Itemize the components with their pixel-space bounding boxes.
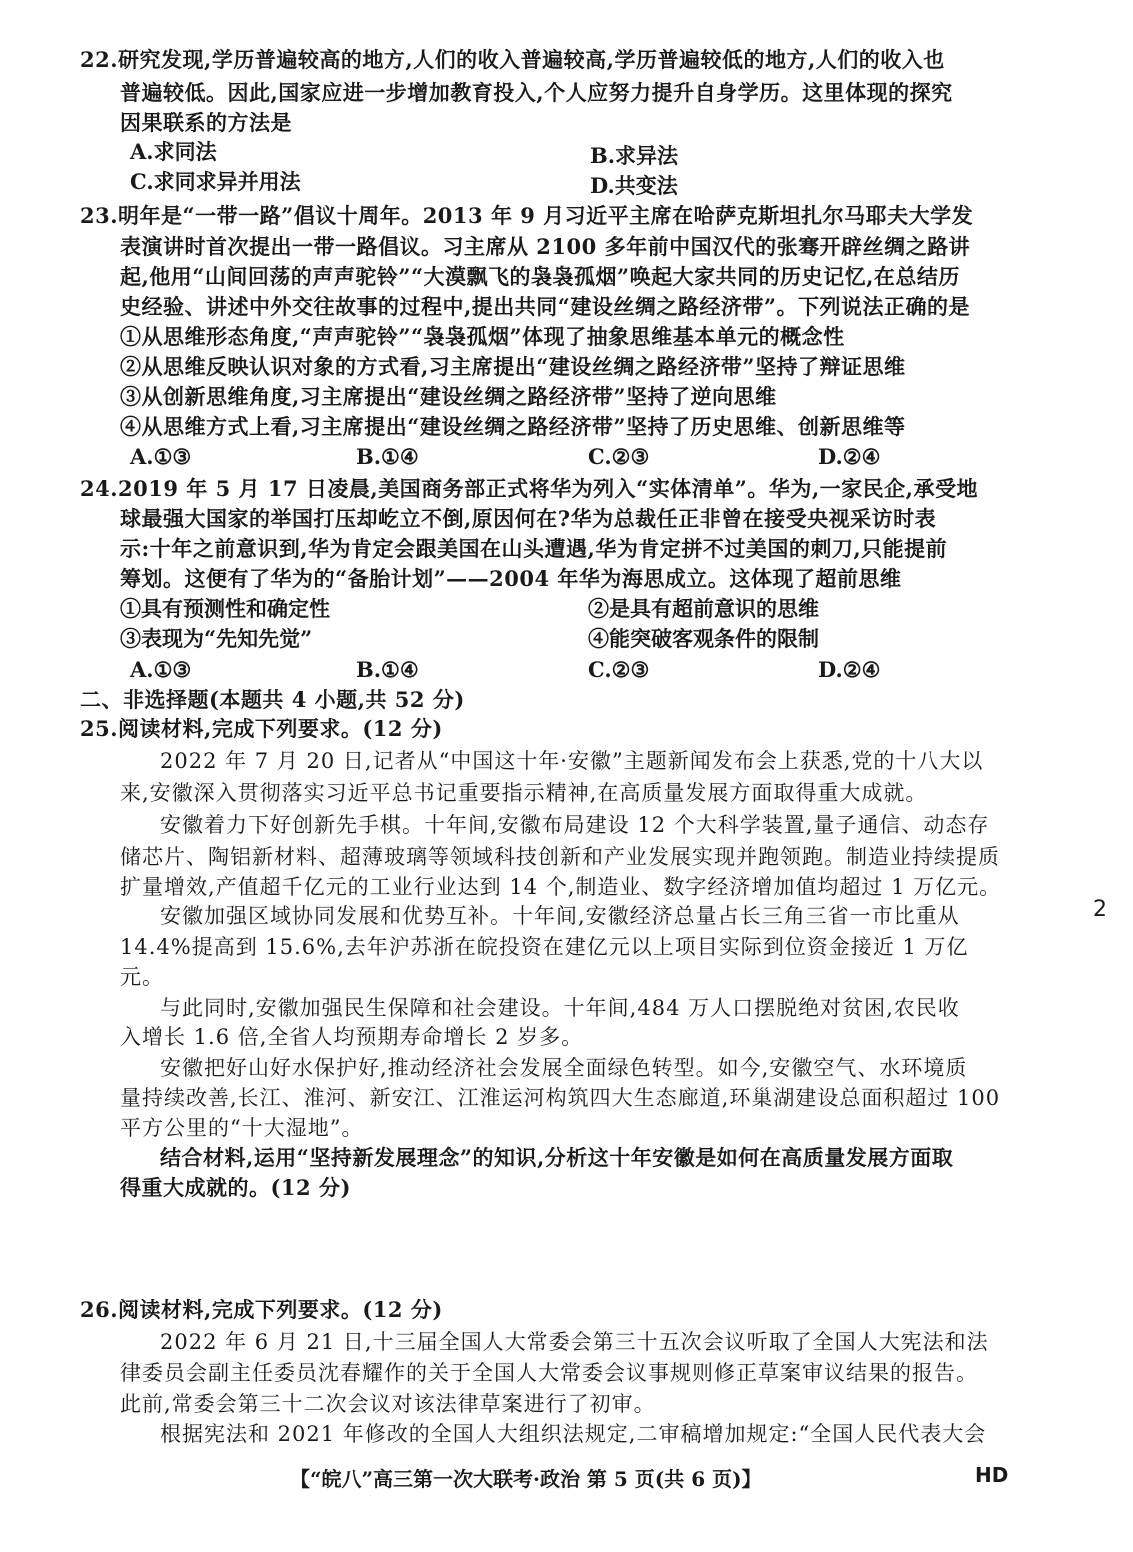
q23-item-2: ②从思维反映认识对象的方式看,习主席提出“建设丝绸之路经济带”坚持了辩证思维 bbox=[120, 354, 906, 379]
q26-material-line-1: 2022 年 6 月 21 日,十三届全国人大常委会第三十五次会议听取了全国人大宪法和法 bbox=[160, 1330, 989, 1354]
q24-line-1: 24.2019 年 5 月 17 日凌晨,美国商务部正式将华为列入“实体清单”。华为,一家民企,承受地 bbox=[80, 476, 978, 501]
q26-heading: 26.阅读材料,完成下列要求。(12 分) bbox=[80, 1297, 443, 1322]
q23-line-3: 起,他用“山间回荡的声声驼铃”“大漠飘飞的袅袅孤烟”唤起大家共同的历史记忆,在总结历 bbox=[120, 264, 960, 289]
q23-line-1: 23.明年是“一带一路”倡议十周年。2013 年 9 月习近平主席在哈萨克斯坦扎尔马耶夫大学发 bbox=[80, 203, 974, 228]
q25-question-line-2: 得重大成就的。(12 分) bbox=[120, 1175, 351, 1200]
q25-material-line-1: 2022 年 7 月 20 日,记者从“中国这十年·安徽”主题新闻发布会上获悉,党的十八大以 bbox=[160, 749, 984, 773]
q23-item-1: ①从思维形态角度,“声声驼铃”“袅袅孤烟”体现了抽象思维基本单元的概念性 bbox=[120, 324, 845, 349]
q24-line-3: 示:十年之前意识到,华为肯定会跟美国在山头遭遇,华为肯定拼不过美国的刺刀,只能提前 bbox=[120, 536, 948, 561]
page-footer: 【“皖八”高三第一次大联考·政治 第 5 页(共 6 页)】 bbox=[290, 1467, 762, 1491]
footer-code: HD bbox=[975, 1463, 1009, 1487]
q22-option-d: D.共变法 bbox=[590, 173, 678, 198]
q22-line-3: 因果联系的方法是 bbox=[120, 110, 292, 135]
q23-option-b: B.①④ bbox=[356, 444, 419, 469]
q25-material-line-9: 与此同时,安徽加强民生保障和社会建设。十年间,484 万人口摆脱绝对贫困,农民收 bbox=[160, 996, 960, 1020]
q25-material-line-13: 平方公里的“十大湿地”。 bbox=[120, 1116, 364, 1140]
q24-item-4: ④能突破客观条件的限制 bbox=[588, 626, 819, 651]
q25-material-line-10: 入增长 1.6 倍,全省人均预期寿命增长 2 岁多。 bbox=[120, 1025, 584, 1049]
q25-material-line-2: 来,安徽深入贯彻落实习近平总书记重要指示精神,在高质量发展方面取得重大成就。 bbox=[120, 781, 928, 805]
q26-material-line-3: 此前,常委会第三十二次会议对该法律草案进行了初审。 bbox=[120, 1392, 656, 1416]
q24-option-c: C.②③ bbox=[588, 657, 650, 682]
q24-item-2: ②是具有超前意识的思维 bbox=[588, 596, 819, 621]
q24-option-b: B.①④ bbox=[356, 657, 419, 682]
section-heading: 二、非选择题(本题共 4 小题,共 52 分) bbox=[80, 687, 465, 712]
side-page-number: 2 bbox=[1093, 897, 1107, 922]
q25-material-line-5: 扩量增效,产值超千亿元的工业行业达到 14 个,制造业、数字经济增加值均超过 1 万亿元。 bbox=[120, 875, 1002, 899]
q22-line-1: 22.研究发现,学历普遍较高的地方,人们的收入普遍较高,学历普遍较低的地方,人们的收入也 bbox=[80, 47, 945, 72]
q25-material-line-11: 安徽把好山好水保护好,推动经济社会发展全面绿色转型。如今,安徽空气、水环境质 bbox=[160, 1056, 968, 1080]
q26-material-line-2: 律委员会副主任委员沈春耀作的关于全国人大常委会议事规则修正草案审议结果的报告。 bbox=[120, 1361, 978, 1385]
q25-material-line-12: 量持续改善,长江、淮河、新安江、江淮运河构筑四大生态廊道,环巢湖建设总面积超过 100 bbox=[120, 1086, 1001, 1110]
q23-line-2: 表演讲时首次提出一带一路倡议。习主席从 2100 多年前中国汉代的张骞开辟丝绸之路讲 bbox=[120, 234, 971, 259]
q23-option-d: D.②④ bbox=[818, 444, 881, 469]
q23-option-c: C.②③ bbox=[588, 444, 650, 469]
q22-line-2: 普遍较低。因此,国家应进一步增加教育投入,个人应努力提升自身学历。这里体现的探究 bbox=[120, 80, 953, 105]
q23-line-4: 史经验、讲述中外交往故事的过程中,提出共同“建设丝绸之路经济带”。下列说法正确的是 bbox=[120, 294, 970, 319]
q25-material-line-7: 14.4%提高到 15.6%,去年沪苏浙在皖投资在建亿元以上项目实际到位资金接近 1 万亿 bbox=[120, 935, 969, 959]
q24-item-1: ①具有预测性和确定性 bbox=[120, 596, 330, 621]
q23-item-4: ④从思维方式上看,习主席提出“建设丝绸之路经济带”坚持了历史思维、创新思维等 bbox=[120, 414, 906, 439]
q25-material-line-4: 储芯片、陶铝新材料、超薄玻璃等领域科技创新和产业发展实现并跑领跑。制造业持续提质 bbox=[120, 845, 1000, 869]
q22-option-b: B.求异法 bbox=[590, 143, 679, 168]
q25-question-line-1: 结合材料,运用“坚持新发展理念”的知识,分析这十年安徽是如何在高质量发展方面取 bbox=[160, 1145, 954, 1170]
q26-material-line-4: 根据宪法和 2021 年修改的全国人大组织法规定,二审稿增加规定:“全国人民代表大会 bbox=[160, 1422, 987, 1446]
q24-item-3: ③表现为“先知先觉” bbox=[120, 626, 313, 651]
q22-option-a: A.求同法 bbox=[130, 139, 217, 164]
q24-line-4: 筹划。这便有了华为的“备胎计划”——2004 年华为海思成立。这体现了超前思维 bbox=[120, 566, 902, 591]
q25-heading: 25.阅读材料,完成下列要求。(12 分) bbox=[80, 716, 443, 741]
q24-line-2: 球最强大国家的举国打压却屹立不倒,原因何在?华为总裁任正非曾在接受央视采访时表 bbox=[120, 506, 937, 531]
q25-material-line-6: 安徽加强区域协同发展和优势互补。十年间,安徽经济总量占长三角三省一市比重从 bbox=[160, 904, 960, 928]
q25-material-line-8: 元。 bbox=[120, 965, 164, 989]
q23-option-a: A.①③ bbox=[130, 444, 192, 469]
q24-option-d: D.②④ bbox=[818, 657, 881, 682]
q25-material-line-3: 安徽着力下好创新先手棋。十年间,安徽布局建设 12 个大科学装置,量子通信、动态存 bbox=[160, 813, 990, 837]
q24-option-a: A.①③ bbox=[130, 657, 192, 682]
q22-option-c: C.求同求异并用法 bbox=[130, 169, 301, 194]
q23-item-3: ③从创新思维角度,习主席提出“建设丝绸之路经济带”坚持了逆向思维 bbox=[120, 384, 777, 409]
